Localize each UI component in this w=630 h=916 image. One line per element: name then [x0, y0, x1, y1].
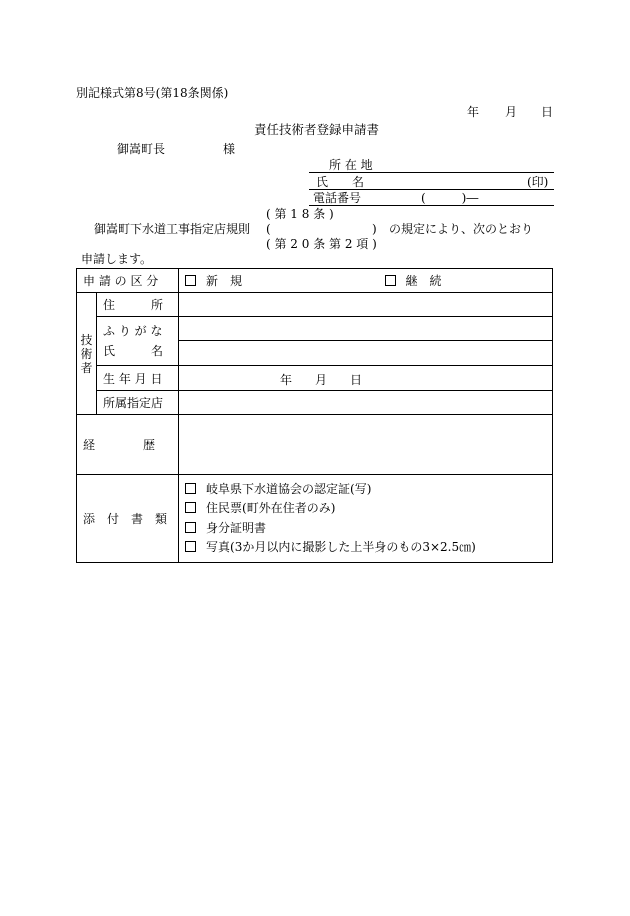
attachments-row — [77, 475, 553, 563]
article-bottom: ( 第 2 0 条 第 2 項 ) — [266, 237, 377, 251]
attachment-checkbox[interactable] — [185, 522, 196, 533]
attachment-label: 写真(3か月以内に撮影した上半身のもの3×2.5㎝) — [206, 540, 476, 554]
history-field[interactable] — [179, 415, 553, 475]
category-label: 申 請 の 区 分 — [77, 269, 179, 293]
date-day: 日 — [541, 105, 554, 119]
application-table — [76, 268, 553, 563]
address-field[interactable] — [179, 293, 553, 317]
name-field[interactable] — [179, 341, 553, 366]
attachment-item[interactable] — [185, 499, 546, 519]
page-title: 責任技術者登録申請書 — [254, 122, 380, 137]
birthdate-row — [77, 366, 553, 391]
history-row — [77, 415, 553, 475]
birthdate-label: 生 年 月 日 — [97, 366, 179, 391]
shop-label: 所属指定店 — [97, 391, 179, 415]
checkbox-continue[interactable] — [385, 275, 396, 286]
closing-text: 申請します。 — [81, 252, 153, 266]
category-row — [77, 269, 553, 293]
furigana-row — [77, 317, 553, 341]
birth-year: 年 — [280, 373, 293, 387]
address-line — [309, 172, 554, 173]
article-top: ( 第 1 8 条 ) — [266, 207, 334, 221]
attachment-label: 身分証明書 — [206, 520, 267, 535]
honorific: 様 — [223, 142, 236, 156]
attachment-checkbox[interactable] — [185, 541, 196, 552]
form-number: 別記様式第8号(第18条関係) — [76, 86, 229, 100]
name-label: 氏 名 — [103, 344, 164, 358]
category-options — [179, 269, 553, 293]
birth-day: 日 — [350, 373, 363, 387]
applicant-name-label: 氏 名 — [316, 175, 365, 189]
furigana-label: ふ り が な — [103, 324, 163, 338]
address-row — [77, 293, 553, 317]
phone-label: 電話番号 — [313, 191, 362, 205]
attachment-item[interactable] — [185, 538, 546, 558]
name-line — [309, 189, 554, 190]
attachment-checkbox[interactable] — [185, 483, 196, 494]
paren-open: ( — [266, 222, 271, 236]
address-label: 住 所 — [97, 293, 179, 317]
history-label: 経 歴 — [77, 415, 179, 475]
name-label-cell — [97, 317, 179, 366]
attachment-label: 岐阜県下水道協会の認定証(写) — [206, 481, 372, 496]
date-year: 年 — [467, 105, 480, 119]
option-continue[interactable] — [385, 272, 442, 289]
shop-field[interactable] — [179, 391, 553, 415]
engineer-group-label: 技術者 — [80, 332, 93, 375]
attachment-checkbox[interactable] — [185, 502, 196, 513]
attachments-list — [179, 475, 553, 563]
engineer-group-cell — [77, 293, 97, 415]
attachments-label: 添 付 書 類 — [77, 475, 179, 563]
provision-text: の規定により、次のとおり — [389, 222, 534, 236]
phone-format: ( )― — [421, 191, 479, 205]
birth-month: 月 — [315, 373, 328, 387]
rule-name: 御嵩町下水道工事指定店規則 — [94, 222, 251, 236]
option-new-label: 新 規 — [206, 274, 243, 288]
date-month: 月 — [505, 105, 518, 119]
option-new[interactable] — [185, 274, 242, 288]
checkbox-new[interactable] — [185, 275, 196, 286]
attachment-label: 住民票(町外在住者のみ) — [206, 501, 336, 515]
applicant-address-label: 所 在 地 — [329, 158, 373, 172]
phone-line — [309, 205, 554, 206]
addressee: 御嵩町長 — [117, 142, 166, 156]
birthdate-field[interactable] — [179, 366, 553, 391]
seal-mark: (印) — [527, 175, 549, 189]
shop-row — [77, 391, 553, 415]
furigana-field[interactable] — [179, 317, 553, 341]
paren-close: ) — [372, 222, 377, 236]
attachment-item[interactable] — [185, 480, 546, 500]
option-continue-label: 継 続 — [405, 274, 442, 288]
attachment-item[interactable] — [185, 519, 546, 539]
